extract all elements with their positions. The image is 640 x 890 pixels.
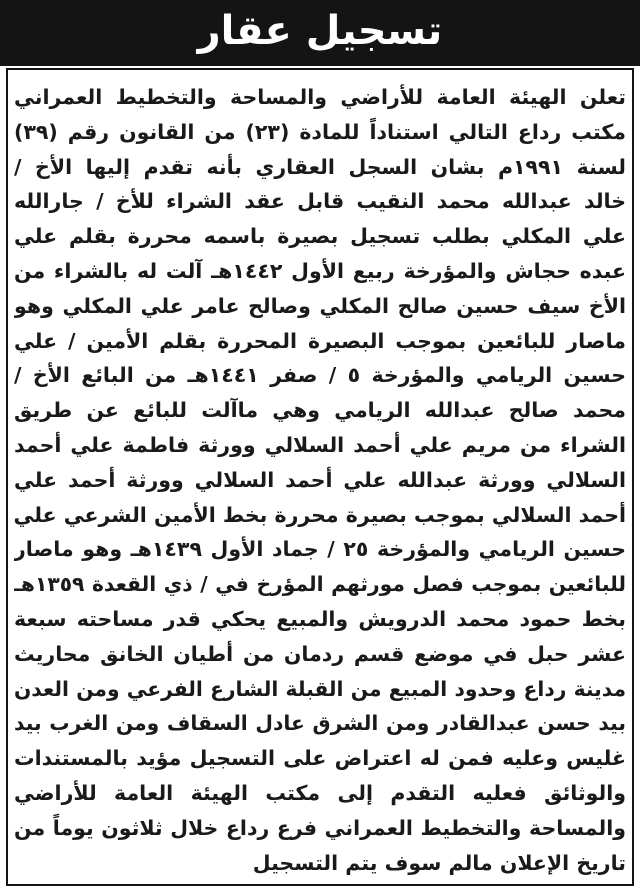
notice-line: غليس وعليه فمن له اعتراض على التسجيل مؤيد بالمستندات (14, 746, 626, 771)
notice-line: ماصار للبائعين بموجب البصيرة المحررة بقلم الأمين / علي (14, 328, 626, 353)
notice-line: الشراء من مريم علي أحمد السلالي وورثة فاطمة علي أحمد (14, 432, 626, 457)
notice-title: تسجيل عقار (197, 8, 443, 54)
notice-line: عبده حجاش والمؤرخة ربيع الأول ١٤٤٢هـ آلت له بالشراء من (14, 258, 626, 283)
notice-line-final: تاريخ الإعلان مالم سوف يتم التسجيل (252, 850, 626, 875)
notice-line: بيد حسن عبدالقادر ومن الشرق عادل السقاف ومن الغرب بيد (14, 711, 626, 736)
notice-header (0, 0, 640, 66)
notice-line: حسين الريامي والمؤرخة ٥ / صفر ١٤٤١هـ من البائع الأخ / (14, 363, 626, 388)
notice-line: علي المكلي بطلب تسجيل بصيرة باسمه محررة بقلم علي (14, 224, 626, 249)
notice-line: بخط حمود محمد الدرويش والمبيع يحكي قدر مساحته سبعة (14, 606, 626, 631)
notice-line: مدينة رداع وحدود المبيع من القبلة الشارع الفرعي ومن العدن (14, 676, 626, 701)
notice-line: حسين الريامي والمؤرخة ٢٥ / جماد الأول ١٤٣٩هـ وهو ماصار (14, 537, 626, 562)
notice-line: عشر حبل في موضع قسم ردمان من أطيان الخانق محاريث (14, 641, 626, 666)
notice-body (14, 80, 626, 880)
notice-line: السلالي وورثة عبدالله علي أحمد السلالي وورثة أحمد علي (14, 467, 626, 492)
notice-line: والوثائق فعليه التقدم إلى مكتب الهيئة العامة للأراضي (14, 780, 626, 805)
notice-line: خالد عبدالله محمد النقيب قابل عقد الشراء للأخ / جارالله (14, 189, 626, 214)
notice-line: لسنة ١٩٩١م بشان السجل العقاري بأنه تقدم إليها الأخ / (14, 154, 626, 179)
notice-line: مكتب رداع التالي استناداً للمادة (٢٣) من القانون رقم (٣٩) (14, 119, 626, 144)
notice-line: الأخ سيف حسين صالح المكلي وصالح عامر علي المكلي وهو (14, 293, 626, 318)
notice-line: للبائعين بموجب فصل مورثهم المؤرخ في / ذي القعدة ١٣٥٩هـ (14, 572, 626, 597)
notice-line: أحمد السلالي بموجب بصيرة محررة بخط الأمين الشرعي علي (14, 502, 626, 527)
notice-line: والمساحة والتخطيط العمراني فرع رداع خلال ثلاثون يوماً من (14, 815, 626, 840)
notice-line: محمد صالح عبدالله الريامي وهي ماآلت للبائع عن طريق (14, 398, 626, 423)
notice-line: تعلن الهيئة العامة للأراضي والمساحة والتخطيط العمراني (14, 85, 626, 109)
